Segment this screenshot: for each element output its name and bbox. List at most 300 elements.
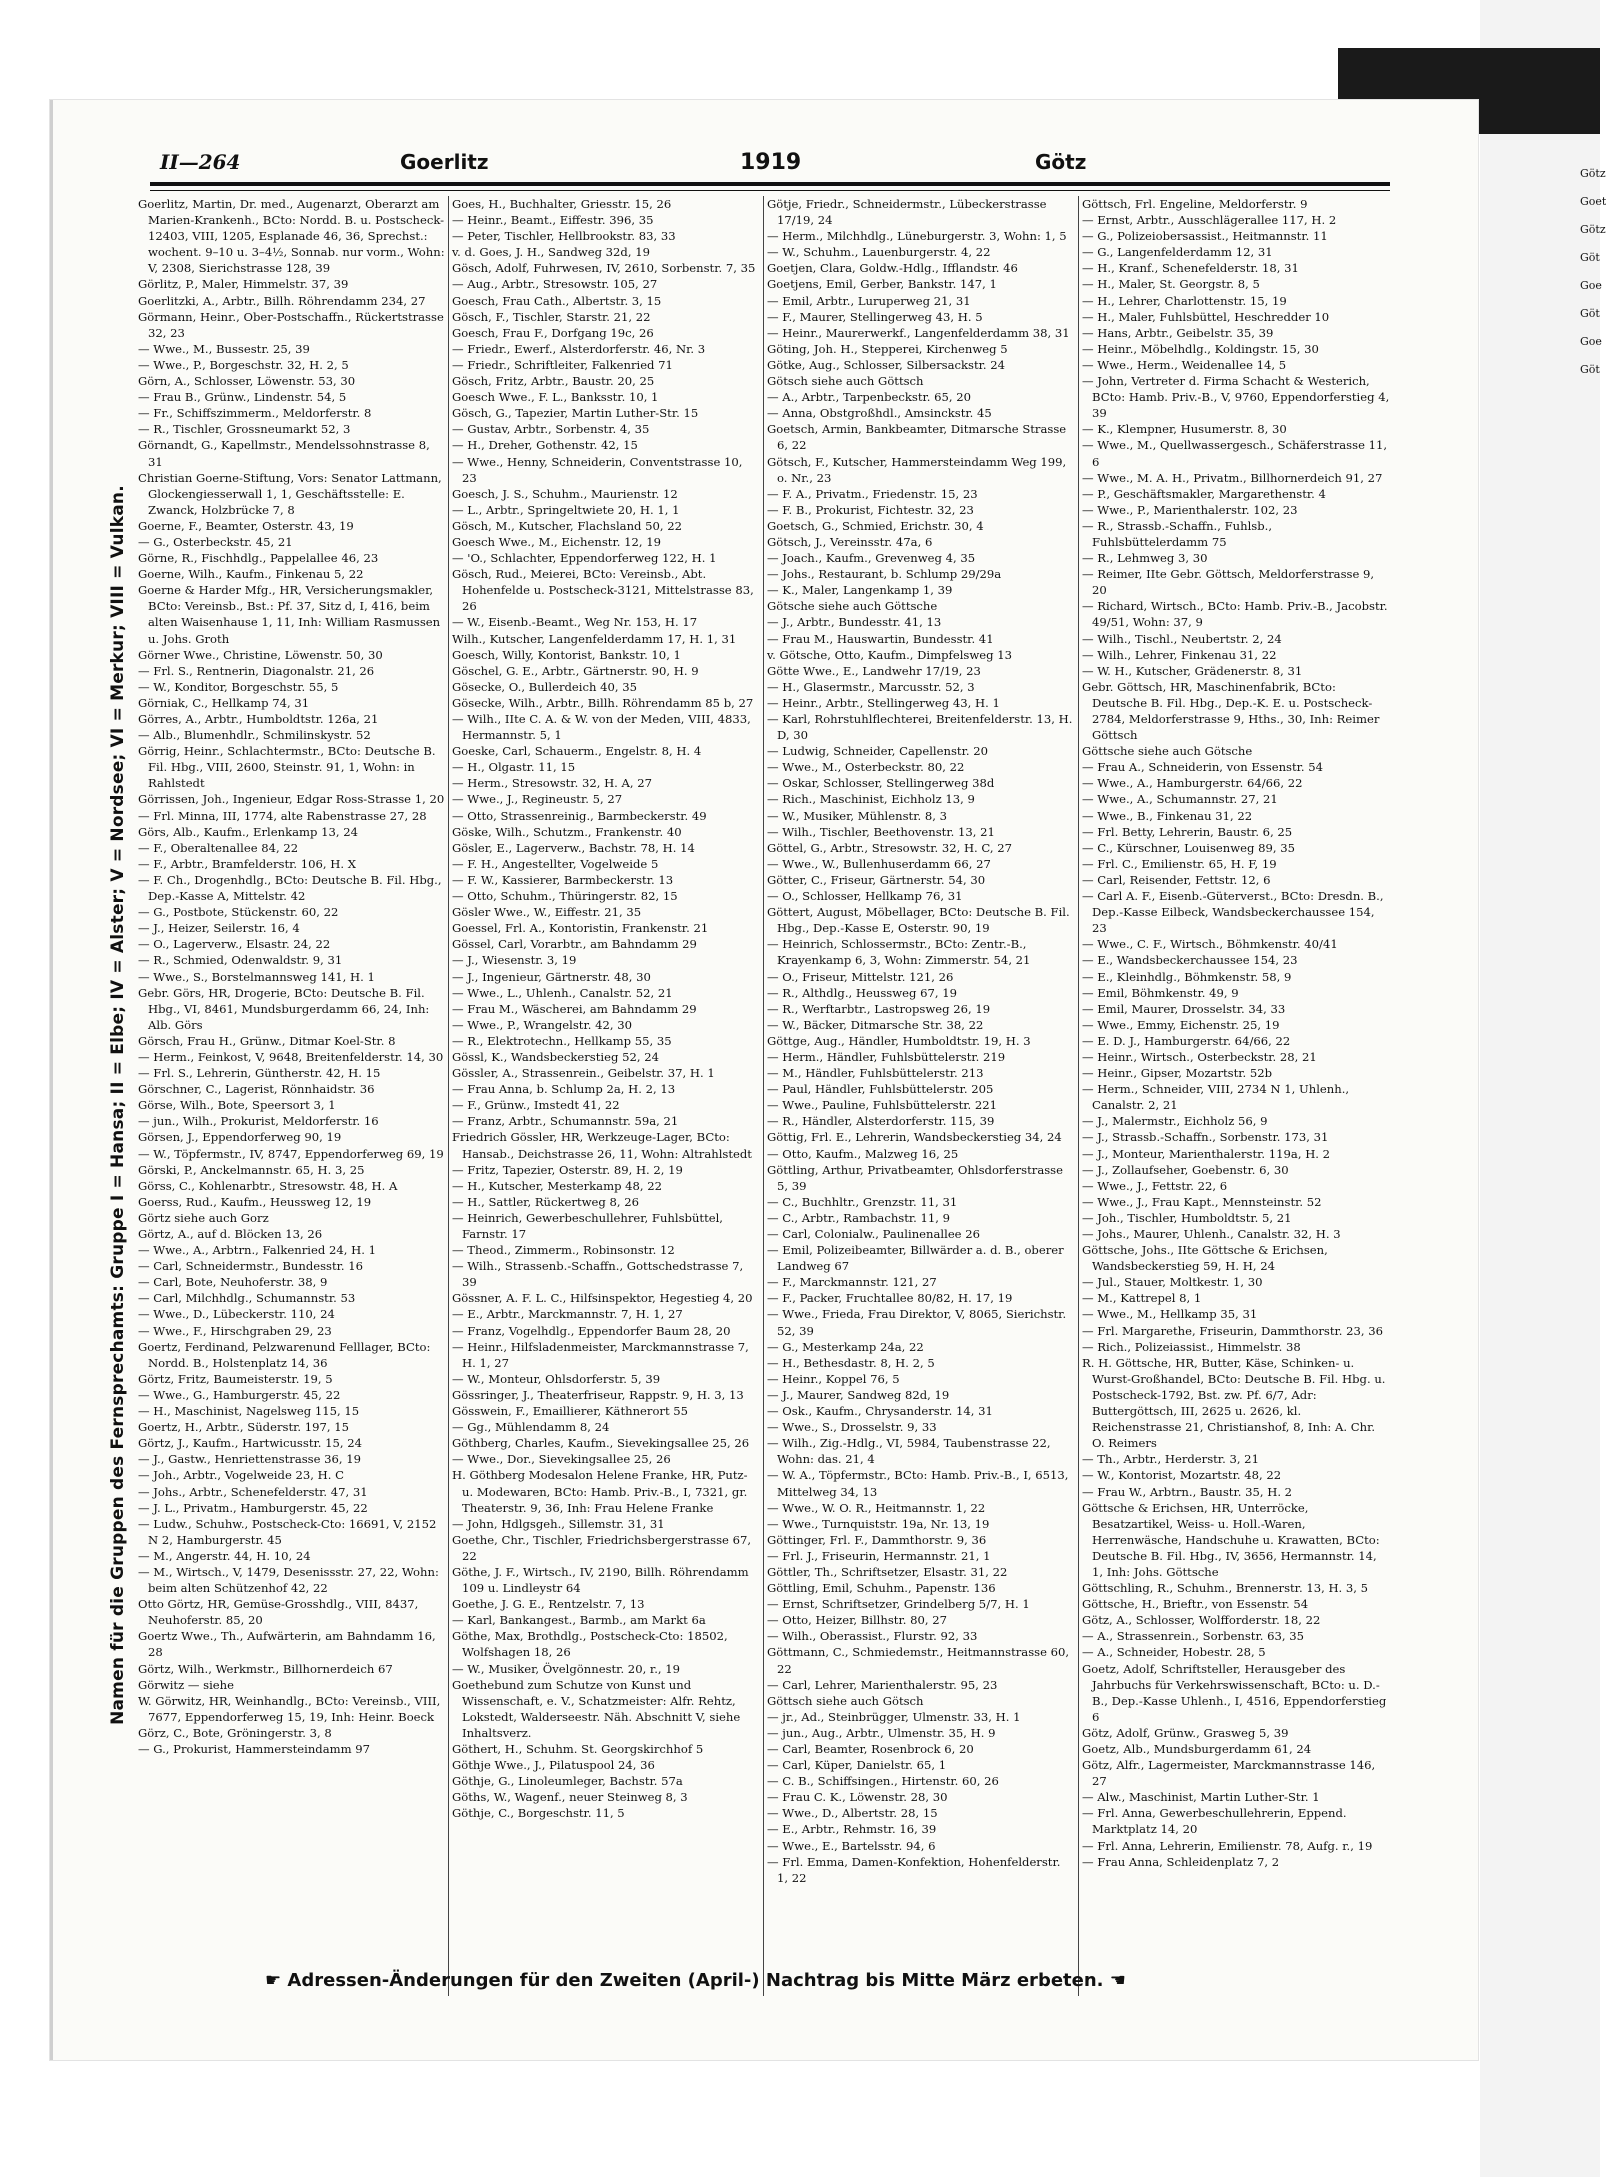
directory-entry: Götje, Friedr., Schneidermstr., Lübeckerstrasse 17/19, 24 <box>767 197 1047 228</box>
directory-entry: Goesch, Frau F., Dorfgang 19c, 26 <box>452 325 654 340</box>
directory-entry: Gössl, K., Wandsbeckerstieg 52, 24 <box>452 1049 659 1064</box>
directory-entry: — Otto, Schuhm., Thüringerstr. 82, 15 <box>452 889 678 904</box>
directory-entry: Goeske, Carl, Schauerm., Engelstr. 8, H. 4 <box>452 744 702 759</box>
directory-entry: — Joh., Arbtr., Vogelweide 23, H. C <box>138 1468 344 1483</box>
directory-entry: Goerne, F., Beamter, Osterstr. 43, 19 <box>138 518 354 533</box>
directory-entry: Goethe, Chr., Tischler, Friedrichsbergerstrasse 67, 22 <box>452 1532 752 1563</box>
directory-entry: — Frau B., Grünw., Lindenstr. 54, 5 <box>138 390 347 405</box>
directory-entry: Goerne, Wilh., Kaufm., Finkenau 5, 22 <box>138 567 364 582</box>
directory-entry: Göths, W., Wagenf., neuer Steinweg 8, 3 <box>452 1790 688 1805</box>
directory-entry: — Wilh., Oberassist., Flurstr. 92, 33 <box>767 1629 978 1644</box>
adjacent-page-entry: Göt <box>1580 251 1600 264</box>
directory-entry: Goessel, Frl. A., Kontoristin, Frankenstr. 21 <box>452 921 709 936</box>
directory-entry: — L., Arbtr., Springeltwiete 20, H. 1, 1 <box>452 502 680 517</box>
directory-entry: Götz, Alfr., Lagermeister, Marckmannstrasse 146, 27 <box>1082 1758 1376 1789</box>
directory-entry: Göthje, C., Borgeschstr. 11, 5 <box>452 1806 625 1821</box>
directory-entry: — John, Hdlgsgeh., Sillemstr. 31, 31 <box>452 1516 665 1531</box>
directory-entry: — G., Postbote, Stückenstr. 60, 22 <box>138 905 339 920</box>
directory-entry: — Th., Arbtr., Herderstr. 3, 21 <box>1082 1452 1259 1467</box>
directory-entry: — G., Polizeiobersassist., Heitmannstr. 11 <box>1082 229 1328 244</box>
directory-entry: — Wwe., J., Frau Kapt., Mennsteinstr. 52 <box>1082 1194 1322 1209</box>
directory-entry: — Osk., Kaufm., Chrysanderstr. 14, 31 <box>767 1404 993 1419</box>
directory-entry: — Wwe., Emmy, Eichenstr. 25, 19 <box>1082 1017 1280 1032</box>
directory-entry: — Heinr., Möbelhdlg., Koldingstr. 15, 30 <box>1082 341 1319 356</box>
directory-entry: Goertz, H., Arbtr., Süderstr. 197, 15 <box>138 1420 350 1435</box>
directory-entry: Goes, H., Buchhalter, Griesstr. 15, 26 <box>452 197 672 211</box>
directory-entry: — Herm., Feinkost, V, 9648, Breitenfelderstr. 14, 30 <box>138 1049 444 1064</box>
directory-entry: — C., Kürschner, Louisenweg 89, 35 <box>1082 840 1295 855</box>
directory-entry: Görmann, Heinr., Ober-Postschaffn., Rückertstrasse 32, 23 <box>138 309 444 340</box>
directory-entry: — Emil, Polizeibeamter, Billwärder a. d. B., oberer Landweg 67 <box>767 1243 1064 1274</box>
directory-entry: — J., Zollaufseher, Goebenstr. 6, 30 <box>1082 1162 1289 1177</box>
directory-entry: — Wilh., Lehrer, Finkenau 31, 22 <box>1082 647 1277 662</box>
directory-entry: — W., Töpfermstr., IV, 8747, Eppendorferweg 69, 19 <box>138 1146 444 1161</box>
column-1 <box>138 196 446 2006</box>
directory-entry: — Frl. Anna, Lehrerin, Emilienstr. 78, Aufg. r., 19 <box>1082 1838 1373 1853</box>
directory-entry: Göthberg, Charles, Kaufm., Sievekingsallee 25, 26 <box>452 1436 750 1451</box>
directory-entry: — F., Oberaltenallee 84, 22 <box>138 840 299 855</box>
directory-entry: Göttert, August, Möbellager, BCto: Deutsche B. Fil. Hbg., Dep.-Kasse E, Osterstr. 90, 19 <box>767 905 1070 936</box>
directory-entry: — Friedr., Schriftleiter, Falkenried 71 <box>452 357 673 372</box>
directory-entry: Göttler, Th., Schriftsetzer, Elsastr. 31, 22 <box>767 1564 1008 1579</box>
directory-entry: — Franz, Vogelhdlg., Eppendorfer Baum 28, 20 <box>452 1323 731 1338</box>
directory-entry: Göttsche siehe auch Götsche <box>1082 744 1253 759</box>
directory-entry: — K., Klempner, Husumerstr. 8, 30 <box>1082 422 1287 437</box>
directory-entry: Görtz, J., Kaufm., Hartwicusstr. 15, 24 <box>138 1436 362 1451</box>
directory-entry: — Carl, Schneidermstr., Bundesstr. 16 <box>138 1259 364 1274</box>
directory-entry: Götte Wwe., E., Landwehr 17/19, 23 <box>767 663 981 678</box>
directory-entry: — W., Eisenb.-Beamt., Weg Nr. 153, H. 17 <box>452 615 698 630</box>
directory-entry: — Wwe., S., Drosselstr. 9, 33 <box>767 1420 937 1435</box>
directory-entry: — Wwe., Dor., Sievekingsallee 25, 26 <box>452 1452 671 1467</box>
directory-entry: — Theod., Zimmerm., Robinsonstr. 12 <box>452 1243 675 1258</box>
directory-entry: — Alb., Blumenhdlr., Schmilinskystr. 52 <box>138 728 371 743</box>
directory-entry: — R., Strassb.-Schaffn., Fuhlsb., Fuhlsbüttelerdamm 75 <box>1082 518 1273 549</box>
directory-entry: — Wwe., A., Arbtrn., Falkenried 24, H. 1 <box>138 1243 376 1258</box>
directory-entry: — W., Musiker, Mühlenstr. 8, 3 <box>767 808 947 823</box>
directory-entry: — R., Althdlg., Heussweg 67, 19 <box>767 985 957 1000</box>
directory-entry: Götsche siehe auch Göttsche <box>767 599 938 614</box>
directory-entry: Göttge, Aug., Händler, Humboldtstr. 19, H. 3 <box>767 1033 1031 1048</box>
directory-entry: — R., Händler, Alsterdorferstr. 115, 39 <box>767 1114 995 1129</box>
directory-entry: — K., Maler, Langenkamp 1, 39 <box>767 583 953 598</box>
header-last-name: Götz <box>1035 150 1087 174</box>
directory-entry: Gebr. Görs, HR, Drogerie, BCto: Deutsche B. Fil. Hbg., VI, 8461, Mundsburgerdamm 66, 24, Inh: Alb. Görs <box>138 985 430 1032</box>
directory-entry: Goetsch, Armin, Bankbeamter, Ditmarsche Strasse 6, 22 <box>767 422 1067 453</box>
directory-entry: — Emil, Maurer, Drosselstr. 34, 33 <box>1082 1001 1286 1016</box>
directory-entry: — H., Lehrer, Charlottenstr. 15, 19 <box>1082 293 1287 308</box>
directory-entry: — H., Dreher, Gothenstr. 42, 15 <box>452 438 638 453</box>
directory-entry: Görschner, C., Lagerist, Rönnhaidstr. 36 <box>138 1082 375 1097</box>
directory-entry: — Carl, Beamter, Rosenbrock 6, 20 <box>767 1742 974 1756</box>
directory-entry: — M., Angerstr. 44, H. 10, 24 <box>138 1548 311 1563</box>
directory-entry: — Wwe., P., Borgeschstr. 32, H. 2, 5 <box>138 357 349 372</box>
directory-entry: — H., Glasermstr., Marcusstr. 52, 3 <box>767 679 975 694</box>
directory-entry: — Emil, Arbtr., Luruperweg 21, 31 <box>767 293 971 308</box>
column-divider <box>763 196 764 1996</box>
directory-entry: — Wwe., L., Uhlenh., Canalstr. 52, 21 <box>452 985 673 1000</box>
directory-entry: Göthert, H., Schuhm. St. Georgskirchhof 5 <box>452 1742 704 1756</box>
directory-entry: — Frau Anna, Schleidenplatz 7, 2 <box>1082 1854 1280 1869</box>
directory-entry: — O., Lagerverw., Elsastr. 24, 22 <box>138 937 331 952</box>
directory-entry: — Aug., Arbtr., Stresowstr. 105, 27 <box>452 277 658 292</box>
directory-entry: Görrig, Heinr., Schlachtermstr., BCto: Deutsche B. Fil. Hbg., VIII, 2600, Steinstr. 91, 1, Wohn: in Rahlstedt <box>138 744 436 791</box>
directory-entry: Göttig, Frl. E., Lehrerin, Wandsbeckerstieg 34, 24 <box>767 1130 1062 1145</box>
directory-entry: — Wwe., M. A. H., Privatm., Billhornerdeich 91, 27 <box>1082 470 1383 485</box>
directory-entry: Gössler, A., Strassenrein., Geibelstr. 37, H. 1 <box>452 1066 715 1081</box>
directory-entry: Görnandt, G., Kapellmstr., Mendelssohnstrasse 8, 31 <box>138 438 430 469</box>
directory-entry: — O., Schlosser, Hellkamp 76, 31 <box>767 889 963 904</box>
directory-entry: — W. A., Töpfermstr., BCto: Hamb. Priv.-B., I, 6513, Mittelweg 34, 13 <box>767 1468 1069 1499</box>
directory-entry: Gösecke, Wilh., Arbtr., Billh. Röhrendamm 85 b, 27 <box>452 695 754 710</box>
directory-entry: — H., Kutscher, Mesterkamp 48, 22 <box>452 1178 663 1193</box>
directory-entry: — Carl, Colonialw., Paulinenallee 26 <box>767 1227 980 1241</box>
directory-entry: v. d. Goes, J. H., Sandweg 32d, 19 <box>452 245 650 260</box>
directory-entry: — F. B., Prokurist, Fichtestr. 32, 23 <box>767 502 974 517</box>
directory-entry: — John, Vertreter d. Firma Schacht & Westerich, BCto: Hamb. Priv.-B., V, 9760, Eppendorferstieg 4, 39 <box>1082 374 1390 421</box>
directory-entry: — G., Prokurist, Hammersteindamm 97 <box>138 1742 371 1756</box>
directory-entry: — Rich., Polizeiassist., Himmelstr. 38 <box>1082 1339 1301 1354</box>
directory-entry: — E. D. J., Hamburgerstr. 64/66, 22 <box>1082 1033 1291 1048</box>
directory-entry: — Carl, Bote, Neuhoferstr. 38, 9 <box>138 1275 328 1290</box>
adjacent-page-entry: Goe <box>1580 279 1602 292</box>
directory-entry: Görner Wwe., Christine, Löwenstr. 50, 30 <box>138 647 383 662</box>
directory-entry: — W. H., Kutscher, Grädenerstr. 8, 31 <box>1082 663 1303 678</box>
directory-entry: Goesch, Willy, Kontorist, Bankstr. 10, 1 <box>452 647 681 662</box>
directory-entry: — jun., Wilh., Prokurist, Meldorferstr. 16 <box>138 1114 379 1129</box>
directory-entry: Görlitz, P., Maler, Himmelstr. 37, 39 <box>138 277 349 292</box>
directory-entry: — G., Osterbeckstr. 45, 21 <box>138 534 293 549</box>
directory-entry: Göttsch, Frl. Engeline, Meldorferstr. 9 <box>1082 197 1308 211</box>
directory-entry: — W., Monteur, Ohlsdorferstr. 5, 39 <box>452 1371 661 1386</box>
directory-entry: Göttsche, H., Brieftr., von Essenstr. 54 <box>1082 1597 1309 1612</box>
directory-entry: — Carl, Lehrer, Marienthalerstr. 95, 23 <box>767 1677 998 1692</box>
directory-entry: — Carl A. F., Eisenb.-Güterverst., BCto: Dresdn. B., Dep.-Kasse Eilbeck, Wandsbeckerchaussee 154, 23 <box>1082 889 1384 936</box>
column-divider <box>1078 196 1079 1996</box>
directory-entry: — F., Maurer, Stellingerweg 43, H. 5 <box>767 309 983 324</box>
directory-entry: — Frau M., Hauswartin, Bundesstr. 41 <box>767 631 994 646</box>
directory-entry: Gösch, M., Kutscher, Flachsland 50, 22 <box>452 518 683 533</box>
directory-entry: — Wwe., W., Bullenhuserdamm 66, 27 <box>767 856 991 871</box>
directory-entry: — E., Arbtr., Marckmannstr. 7, H. 1, 27 <box>452 1307 683 1322</box>
directory-entry: Gösler, E., Lagerverw., Bachstr. 78, H. 14 <box>452 840 695 855</box>
directory-entry: Göttling, Emil, Schuhm., Papenstr. 136 <box>767 1581 996 1596</box>
directory-entry: — W., Musiker, Övelgönnestr. 20, r., 19 <box>452 1661 681 1676</box>
directory-entry: — Wilh., Tischler, Beethovenstr. 13, 21 <box>767 824 995 839</box>
directory-entry: — Otto, Heizer, Billhstr. 80, 27 <box>767 1613 947 1628</box>
directory-entry: — M., Kattrepel 8, 1 <box>1082 1291 1202 1306</box>
directory-entry: — Frau M., Wäscherei, am Bahndamm 29 <box>452 1001 697 1016</box>
directory-entry: — J., Heizer, Seilerstr. 16, 4 <box>138 921 300 936</box>
directory-entry: Götz, A., Schlosser, Wolfforderstr. 18, 22 <box>1082 1613 1321 1628</box>
directory-entry: — W., Bäcker, Ditmarsche Str. 38, 22 <box>767 1017 984 1032</box>
directory-entry: — F. H., Angestellter, Vogelweide 5 <box>452 856 659 871</box>
directory-entry: Götz, Adolf, Grünw., Grasweg 5, 39 <box>1082 1725 1289 1740</box>
directory-entry: Göttsch siehe auch Götsch <box>767 1693 924 1708</box>
directory-entry: Goesch Wwe., M., Eichenstr. 12, 19 <box>452 534 661 549</box>
directory-entry: — Frau C. K., Löwenstr. 28, 30 <box>767 1790 948 1805</box>
pointing-hand-icon: ☛ <box>265 1970 282 1991</box>
directory-entry: — Heinrich, Schlossermstr., BCto: Zentr.-B., Krayenkamp 6, 3, Wohn: Zimmerstr. 54, 21 <box>767 937 1031 968</box>
directory-entry: — H., Sattler, Rückertweg 8, 26 <box>452 1194 639 1209</box>
directory-entry: Gösch, Adolf, Fuhrwesen, IV, 2610, Sorbenstr. 7, 35 <box>452 261 756 276</box>
directory-entry: Göthe, Max, Brothdlg., Postscheck-Cto: 18502, Wolfshagen 18, 26 <box>452 1629 728 1660</box>
directory-entry: Göttsche & Erichsen, HR, Unterröcke, Besatzartikel, Weiss- u. Holl.-Waren, Herrenwäsche, Handschuhe u. Krawatten, BCto: Deutsche B. Fil. Hbg., IV, 3656, Hermannstr. 14, 1, Inh: Johs. Göttsche <box>1082 1500 1380 1579</box>
directory-entry: — Wwe., C. F., Wirtsch., Böhmkenstr. 40/41 <box>1082 937 1338 952</box>
directory-entry: — R., Schmied, Odenwaldstr. 9, 31 <box>138 953 343 968</box>
directory-entry: — 'O., Schlachter, Eppendorferweg 122, H. 1 <box>452 551 717 566</box>
directory-entry: — Wilh., Tischl., Neubertstr. 2, 24 <box>1082 631 1282 646</box>
directory-entry: Götter, C., Friseur, Gärtnerstr. 54, 30 <box>767 872 986 887</box>
directory-entry: Göschel, G. E., Arbtr., Gärtnerstr. 90, H. 9 <box>452 663 699 678</box>
directory-entry: — Wwe., Henny, Schneiderin, Conventstrasse 10, 23 <box>452 454 743 485</box>
directory-entry: Görse, Wilh., Bote, Speersort 3, 1 <box>138 1098 336 1113</box>
directory-entry: — Otto, Strassenreinig., Barmbeckerstr. 49 <box>452 808 707 823</box>
directory-entry: Göthje Wwe., J., Pilatuspool 24, 36 <box>452 1758 655 1773</box>
directory-entry: — E., Arbtr., Rehmstr. 16, 39 <box>767 1822 937 1837</box>
directory-entry: — W., Kontorist, Mozartstr. 48, 22 <box>1082 1468 1282 1483</box>
adjacent-page-entry: Goe <box>1580 335 1602 348</box>
directory-entry: Goetz, Alb., Mundsburgerdamm 61, 24 <box>1082 1742 1312 1756</box>
directory-entry: — Wilh., IIte C. A. & W. von der Meden, VIII, 4833, Hermannstr. 5, 1 <box>452 712 751 743</box>
directory-entry: — J., Malermstr., Eichholz 56, 9 <box>1082 1114 1268 1129</box>
directory-entry: — H., Maler, St. Georgstr. 8, 5 <box>1082 277 1260 292</box>
directory-entry: — W., Schuhm., Lauenburgerstr. 4, 22 <box>767 245 991 260</box>
directory-entry: — Wwe., F., Hirschgraben 29, 23 <box>138 1323 332 1338</box>
header-year: 1919 <box>740 150 802 175</box>
directory-entry: Gösch, Rud., Meierei, BCto: Vereinsb., Abt. Hohenfelde u. Postscheck-3121, Mittelstrasse 83, 26 <box>452 567 754 614</box>
adjacent-page-entry: Götz <box>1580 223 1606 236</box>
directory-entry: — Oskar, Schlosser, Stellingerweg 38d <box>767 776 995 791</box>
directory-entry: Göttmann, C., Schmiedemstr., Heitmannstrasse 60, 22 <box>767 1645 1070 1676</box>
directory-entry: — G., Langenfelderdamm 12, 31 <box>1082 245 1273 260</box>
directory-entry: — F., Grünw., Imstedt 41, 22 <box>452 1098 620 1113</box>
directory-entry: — A., Schneider, Hobestr. 28, 5 <box>1082 1645 1266 1660</box>
directory-entry: — Ludwig, Schneider, Capellenstr. 20 <box>767 744 988 759</box>
directory-entry: Görrissen, Joh., Ingenieur, Edgar Ross-Strasse 1, 20 <box>138 792 445 807</box>
directory-entry: — Heinr., Wirtsch., Osterbeckstr. 28, 21 <box>1082 1049 1317 1064</box>
directory-entry: — Frl. S., Rentnerin, Diagonalstr. 21, 26 <box>138 663 375 678</box>
directory-entry: — J., Gastw., Henriettenstrasse 36, 19 <box>138 1452 362 1467</box>
directory-entry: — H., Bethesdastr. 8, H. 2, 5 <box>767 1355 935 1370</box>
directory-entry: Goerne & Harder Mfg., HR, Versicherungsmakler, BCto: Vereinsb., Bst.: Pf. 37, Sitz d, I, 416, beim alten Waisenhause 1, 11, Inh: William Rasmussen u. Johs. Groth <box>138 583 441 646</box>
directory-entry: — Wwe., E., Bartelsstr. 94, 6 <box>767 1838 936 1853</box>
directory-entry: — Wilh., Zig.-Hdlg., VI, 5984, Taubenstrasse 22, Wohn: das. 21, 4 <box>767 1436 1051 1467</box>
directory-entry: — H., Kranf., Schenefelderstr. 18, 31 <box>1082 261 1299 276</box>
directory-entry: — Wwe., G., Hamburgerstr. 45, 22 <box>138 1387 341 1402</box>
directory-entry: — Frl. Anna, Gewerbeschullehrerin, Eppend. Marktplatz 14, 20 <box>1082 1806 1347 1837</box>
directory-entry: — Joh., Tischler, Humboldtstr. 5, 21 <box>1082 1210 1292 1225</box>
directory-entry: — Frl. Betty, Lehrerin, Baustr. 6, 25 <box>1082 824 1293 839</box>
directory-entry: Gebr. Göttsch, HR, Maschinenfabrik, BCto: Deutsche B. Fil. Hbg., Dep.-K. E. u. Postscheck-2784, Meldorferstrasse 9, Hths., 30, Inh: Reimer Göttsch <box>1082 679 1380 743</box>
directory-entry: — Wwe., S., Borstelmannsweg 141, H. 1 <box>138 969 375 984</box>
directory-entry: — Heinr., Hilfsladenmeister, Marckmannstrasse 7, H. 1, 27 <box>452 1339 749 1370</box>
adjacent-page-entry: Götz <box>1580 167 1606 180</box>
directory-entry: — Wwe., Frieda, Frau Direktor, V, 8065, Sierichstr. 52, 39 <box>767 1307 1067 1338</box>
directory-entry: Görs, Alb., Kaufm., Erlenkamp 13, 24 <box>138 824 358 839</box>
directory-entry: — Otto, Kaufm., Malzweg 16, 25 <box>767 1146 959 1161</box>
directory-entry: — Carl, Milchhdlg., Schumannstr. 53 <box>138 1291 356 1306</box>
directory-entry: — C., Buchhltr., Grenzstr. 11, 31 <box>767 1194 958 1209</box>
directory-entry: — O., Friseur, Mittelstr. 121, 26 <box>767 969 954 984</box>
page-number: II—264 <box>160 150 241 174</box>
directory-entry: Goerlitz, Martin, Dr. med., Augenarzt, Oberarzt am Marien-Krankenh., BCto: Nordd. B. u. Postscheck-12403, VIII, 1205, Esplanade 46, 36, Sprechst.: wochent. 9–10 u. 3–4½, Sonnab. nur vorm., Wohn: V, 2308, Sierichstrasse 128, 39 <box>138 197 445 276</box>
directory-entry: — Johs., Restaurant, b. Schlump 29/29a <box>767 567 1002 582</box>
directory-entry: — Heinr., Koppel 76, 5 <box>767 1371 900 1386</box>
column-2 <box>452 196 760 2006</box>
directory-entry: Gösch, G., Tapezier, Martin Luther-Str. 15 <box>452 406 699 421</box>
directory-entry: — R., Tischler, Grossneumarkt 52, 3 <box>138 422 351 437</box>
directory-entry: Gösecke, O., Bullerdeich 40, 35 <box>452 679 638 694</box>
directory-entry: — H., Olgastr. 11, 15 <box>452 760 576 775</box>
directory-entry: — Wwe., A., Schumannstr. 27, 21 <box>1082 792 1278 807</box>
directory-entry: — Richard, Wirtsch., BCto: Hamb. Priv.-B., Jacobstr. 49/51, Wohn: 37, 9 <box>1082 599 1388 630</box>
directory-entry: — Hans, Arbtr., Geibelstr. 35, 39 <box>1082 325 1274 340</box>
directory-entry: Goerlitzki, A., Arbtr., Billh. Röhrendamm 234, 27 <box>138 293 426 308</box>
adjacent-page-entry: Göt <box>1580 307 1600 320</box>
directory-entry: — Wwe., A., Hamburgerstr. 64/66, 22 <box>1082 776 1303 791</box>
directory-entry: — F., Packer, Fruchtallee 80/82, H. 17, 19 <box>767 1291 1013 1306</box>
directory-entry: — F., Arbtr., Bramfelderstr. 106, H. X <box>138 856 357 871</box>
directory-entry: — Fritz, Tapezier, Osterstr. 89, H. 2, 19 <box>452 1162 683 1177</box>
column-divider <box>448 196 449 1996</box>
directory-entry: — Reimer, IIte Gebr. Göttsch, Meldorferstrasse 9, 20 <box>1082 567 1375 598</box>
column-3 <box>767 196 1075 2006</box>
directory-entry: — Wilh., Strassenb.-Schaffn., Gottschedstrasse 7, 39 <box>452 1259 744 1290</box>
directory-entry: Göttel, G., Arbtr., Stresowstr. 32, H. C, 27 <box>767 840 1013 855</box>
directory-entry: — H., Maschinist, Nagelsweg 115, 15 <box>138 1404 360 1419</box>
column-4 <box>1082 196 1390 2006</box>
adjacent-page-entry: Goet <box>1580 195 1606 208</box>
directory-entry: Goethebund zum Schutze von Kunst und Wissenschaft, e. V., Schatzmeister: Alfr. Rehtz, Lokstedt, Walderseestr. Näh. Abschnitt V, siehe Inhaltsverz. <box>452 1677 741 1740</box>
directory-entry: — Wwe., B., Finkenau 31, 22 <box>1082 808 1253 823</box>
directory-entry: — J., Strassb.-Schaffn., Sorbenstr. 173, 31 <box>1082 1130 1329 1145</box>
directory-entry: Görsch, Frau H., Grünw., Ditmar Koel-Str. 8 <box>138 1033 396 1048</box>
directory-entry: Görsen, J., Eppendorferweg 90, 19 <box>138 1130 342 1145</box>
directory-entry: Görne, R., Fischhdlg., Pappelallee 46, 23 <box>138 551 379 566</box>
directory-entry: Görtz siehe auch Gorz <box>138 1210 269 1225</box>
directory-entry: — Wwe., M., Hellkamp 35, 31 <box>1082 1307 1258 1322</box>
directory-entry: — F. W., Kassierer, Barmbeckerstr. 13 <box>452 872 674 887</box>
directory-entry: — J., Maurer, Sandweg 82d, 19 <box>767 1387 950 1402</box>
directory-entry: Göske, Wilh., Schutzm., Frankenstr. 40 <box>452 824 682 839</box>
directory-entry: Görtz, Wilh., Werkmstr., Billhornerdeich 67 <box>138 1661 393 1676</box>
directory-entry: — F. A., Privatm., Friedenstr. 15, 23 <box>767 486 978 501</box>
directory-entry: Göthe, J. F., Wirtsch., IV, 2190, Billh. Röhrendamm 109 u. Lindleystr 64 <box>452 1564 749 1596</box>
header-rule-thin <box>150 190 1390 191</box>
header-first-name: Goerlitz <box>400 150 489 174</box>
directory-entry: Göttling, Arthur, Privatbeamter, Ohlsdorferstrasse 5, 39 <box>767 1162 1063 1193</box>
directory-entry: — Emil, Böhmkenstr. 49, 9 <box>1082 985 1239 1000</box>
directory-entry: — Anna, Obstgroßhdl., Amsinckstr. 45 <box>767 406 992 421</box>
directory-entry: — Frau A., Schneiderin, von Essenstr. 54 <box>1082 760 1324 775</box>
directory-entry: — J., Monteur, Marienthalerstr. 119a, H. 2 <box>1082 1146 1331 1161</box>
directory-entry: — J., Wiesenstr. 3, 19 <box>452 953 577 968</box>
directory-entry: — Karl, Rohrstuhlflechterei, Breitenfelderstr. 13, H. D, 30 <box>767 712 1073 743</box>
directory-entry: Görres, A., Arbtr., Humboldtstr. 126a, 21 <box>138 712 379 726</box>
directory-entry: — Wwe., Herm., Weidenallee 14, 5 <box>1082 357 1287 372</box>
directory-entry: — Wwe., P., Marienthalerstr. 102, 23 <box>1082 502 1298 517</box>
directory-entry: — R., Lehmweg 3, 30 <box>1082 551 1208 566</box>
directory-entry: — Frau Anna, b. Schlump 2a, H. 2, 13 <box>452 1082 676 1097</box>
directory-entry: Görss, C., Kohlenarbtr., Stresowstr. 48, H. A <box>138 1178 398 1193</box>
directory-entry: v. Götsche, Otto, Kaufm., Dimpfelsweg 13 <box>767 647 1013 662</box>
directory-entry: Götke, Aug., Schlosser, Silbersackstr. 24 <box>767 357 1006 372</box>
directory-entry: Görz, C., Bote, Gröningerstr. 3, 8 <box>138 1725 332 1740</box>
directory-entry: Göting, Joh. H., Stepperei, Kirchenweg 5 <box>767 341 1008 356</box>
directory-entry: — F., Marckmannstr. 121, 27 <box>767 1275 937 1290</box>
footer-text: Adressen-Änderungen für den Zweiten (April-) Nachtrag bis Mitte März erbeten. <box>287 1970 1104 1991</box>
directory-entry: Göttinger, Frl. F., Dammthorstr. 9, 36 <box>767 1532 987 1547</box>
directory-entry: Götsch, F., Kutscher, Hammersteindamm Weg 199, o. Nr., 23 <box>767 454 1067 485</box>
directory-entry: Göthje, G., Linoleumleger, Bachstr. 57a <box>452 1774 683 1789</box>
directory-entry: — Rich., Maschinist, Eichholz 13, 9 <box>767 792 975 807</box>
directory-entry: — Alw., Maschinist, Martin Luther-Str. 1 <box>1082 1790 1320 1805</box>
directory-entry: Goetjen, Clara, Goldw.-Hdlg., Ifflandstr. 46 <box>767 261 1018 276</box>
directory-entry: — J. L., Privatm., Hamburgerstr. 45, 22 <box>138 1500 368 1515</box>
directory-entry: — Ernst, Arbtr., Ausschlägerallee 117, H. 2 <box>1082 213 1337 228</box>
header-rule <box>150 182 1390 186</box>
directory-entry: — Paul, Händler, Fuhlsbüttelerstr. 205 <box>767 1082 994 1097</box>
directory-entry: — Wwe., Turnquiststr. 19a, Nr. 13, 19 <box>767 1516 990 1531</box>
directory-entry: — Wwe., D., Lübeckerstr. 110, 24 <box>138 1307 335 1322</box>
adjacent-page-strip <box>1580 160 1606 1960</box>
directory-entry: — Frl. Minna, III, 1774, alte Rabenstrasse 27, 28 <box>138 808 427 823</box>
directory-entry: Görn, A., Schlosser, Löwenstr. 53, 30 <box>138 374 356 389</box>
directory-entry: Gösler Wwe., W., Eiffestr. 21, 35 <box>452 905 642 920</box>
directory-entry: — Franz, Arbtr., Schumannstr. 59a, 21 <box>452 1114 679 1129</box>
directory-entry: — R., Werftarbtr., Lastropsweg 26, 19 <box>767 1001 991 1016</box>
directory-entry: — Gustav, Arbtr., Sorbenstr. 4, 35 <box>452 422 650 437</box>
pointing-hand-icon: ☚ <box>1109 1970 1126 1991</box>
directory-entry: — Frau W., Arbtrn., Baustr. 35, H. 2 <box>1082 1484 1293 1499</box>
directory-entry: — Johs., Arbtr., Schenefelderstr. 47, 31 <box>138 1484 368 1499</box>
directory-entry: — Wwe., D., Albertstr. 28, 15 <box>767 1806 938 1821</box>
directory-entry: — Johs., Maurer, Uhlenh., Canalstr. 32, H. 3 <box>1082 1227 1341 1241</box>
directory-entry: — Herm., Stresowstr. 32, H. A, 27 <box>452 776 653 791</box>
directory-entry: Götsch siehe auch Göttsch <box>767 374 924 389</box>
directory-entry: — Karl, Bankangest., Barmb., am Markt 6a <box>452 1613 706 1628</box>
directory-entry: — Frl. C., Emilienstr. 65, H. F, 19 <box>1082 856 1277 871</box>
footer-notice <box>265 1970 1315 2002</box>
directory-entry: Görtz, Fritz, Baumeisterstr. 19, 5 <box>138 1371 333 1386</box>
directory-entry: — Wwe., M., Quellwassergesch., Schäferstrasse 11, 6 <box>1082 438 1388 469</box>
directory-entry: Goertz Wwe., Th., Aufwärterin, am Bahndamm 16, 28 <box>138 1629 436 1660</box>
directory-entry: R. H. Göttsche, HR, Butter, Käse, Schinken- u. Wurst-Großhandel, BCto: Deutsche B. Fil. Hbg. u. Postscheck-1792, Bst. zw. Pf. 6/7, Adr: Buttergöttsch, III, 2625 u. 2626, kl. Reichenstrasse 21, Christianshof, 8, Inh: A. Chr. O. Reimers <box>1082 1355 1386 1451</box>
directory-entry: Goesch, J. S., Schuhm., Maurienstr. 12 <box>452 486 678 501</box>
directory-entry: — Fr., Schiffszimmerm., Meldorferstr. 8 <box>138 406 372 421</box>
directory-entry: Gössel, Carl, Vorarbtr., am Bahndamm 29 <box>452 937 697 952</box>
directory-entry: — Jul., Stauer, Moltkestr. 1, 30 <box>1082 1275 1263 1290</box>
directory-entry: — Wwe., Pauline, Fuhlsbüttelerstr. 221 <box>767 1098 998 1113</box>
directory-entry: — Ludw., Schuhw., Postscheck-Cto: 16691, V, 2152 N 2, Hamburgerstr. 45 <box>138 1516 437 1547</box>
directory-entry: — H., Maler, Fuhlsbüttel, Heschredder 10 <box>1082 309 1330 324</box>
directory-entry: — Frl. J., Friseurin, Hermannstr. 21, 1 <box>767 1548 991 1563</box>
directory-entry: — jr., Ad., Steinbrügger, Ulmenstr. 33, H. 1 <box>767 1709 1021 1724</box>
directory-entry: — E., Kleinhdlg., Böhmkenstr. 58, 9 <box>1082 969 1292 984</box>
directory-entry: — G., Mesterkamp 24a, 22 <box>767 1339 924 1354</box>
vertical-sidebar <box>96 200 136 2010</box>
directory-entry: — Heinr., Arbtr., Stellingerweg 43, H. 1 <box>767 695 1000 710</box>
directory-entry: — Herm., Milchhdlg., Lüneburgerstr. 3, Wohn: 1, 5 <box>767 229 1067 244</box>
sidebar-exchange-groups: Namen für die Gruppen des Fernsprechamts: Gruppe I = Hansa; II = Elbe; IV = Alster; V = Nordsee; VI = Merkur; VIII = Vulkan. <box>108 485 128 1725</box>
directory-entry: — M., Wirtsch., V, 1479, Desenissstr. 27, 22, Wohn: beim alten Schützenhof 42, 22 <box>138 1564 439 1596</box>
directory-entry: Christian Goerne-Stiftung, Vors: Senator Lattmann, Glockengiesserwall 1, 1, Geschäftsstelle: E. Zwanck, Holzbrücke 7, 8 <box>138 470 442 517</box>
directory-entry: H. Göthberg Modesalon Helene Franke, HR, Putz- u. Modewaren, BCto: Hamb. Priv.-B., I, 7321, gr. Theaterstr. 9, 36, Inh: Frau Helene Franke <box>452 1468 748 1515</box>
directory-entry: Goetz, Adolf, Schriftsteller, Herausgeber des Jahrbuchs für Verkehrswissenschaft, BCto: u. D.-B., Dep.-Kasse Uhlenh., I, 4516, Eppendorferstieg 6 <box>1082 1661 1387 1724</box>
directory-entry: Goerss, Rud., Kaufm., Heussweg 12, 19 <box>138 1194 372 1209</box>
directory-entry: — J., Ingenieur, Gärtnerstr. 48, 30 <box>452 969 651 984</box>
